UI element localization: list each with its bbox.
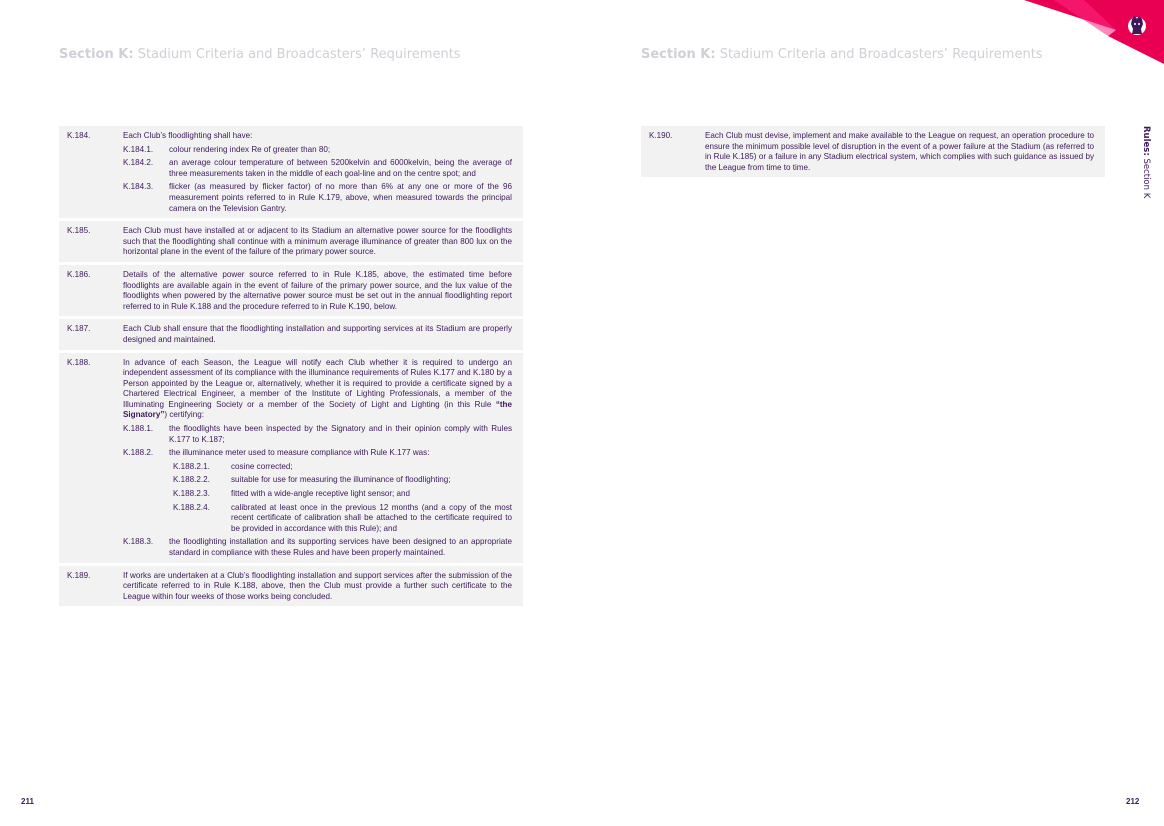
subrule-number: K.188.2. [123, 448, 154, 458]
rule-text: Each Club’s floodlighting shall have: [123, 131, 253, 140]
left-column [59, 126, 523, 609]
signatory-term: “the Signatory” [123, 399, 512, 420]
rule-k190 [641, 126, 1105, 177]
premier-league-corner-logo [1024, 0, 1164, 70]
rule-text: Each Club must have installed at or adjacent to its Stadium an alternative power source for the floodlights such that the floodlighting shall continue with a minimum average illuminance of greater than 800 lux on the horizontal plane in the event of the failure of the primary power source. [123, 226, 512, 257]
rule-number: K.188. [67, 357, 91, 367]
subrule-number: K.188.2.2. [173, 475, 210, 485]
section-title-right [641, 47, 1043, 62]
subrule-k188-2-1 [173, 462, 512, 473]
subrule-k188-3 [123, 537, 512, 558]
subrule-text: fitted with a wide-angle receptive light sensor; and [231, 489, 411, 499]
subrule-k188-1 [123, 424, 512, 445]
subrule-text: cosine corrected; [231, 461, 293, 471]
subrule-text: the illuminance meter used to measure compliance with Rule K.177 was: [169, 448, 430, 458]
subrule-number: K.184.3. [123, 182, 154, 192]
rule-number: K.190. [649, 131, 673, 140]
rule-number: K.186. [67, 269, 91, 279]
rule-text: Details of the alternative power source referred to in Rule K.185, above, the estimated time before floodlights are available again in the event of failure of the primary power source, and the lux value of the floodlights when powered by the alternative power source must be set out in the annual floodlighting report referred to in Rule K.188 and the procedure referred to in Rule K.190, below. [123, 269, 512, 311]
subrule-k184-2 [123, 158, 512, 179]
rule-text: Each Club must devise, implement and make available to the League on request, an operation procedure to ensure the minimum possible level of disruption in the event of a power failure at the Stadium (as referred to in Rule K.185) or a failure in any Stadium electrical system, which complies with such guidance as issued by the League from time to time. [705, 131, 1094, 172]
subrule-number: K.188.2.4. [173, 502, 210, 512]
rule-text-after: ) certifying: [164, 410, 204, 420]
rule-k186 [59, 265, 523, 316]
side-tab-text: Section K [1141, 158, 1151, 199]
rule-text: Each Club shall ensure that the floodlighting installation and supporting services at its Stadium are properly designed and maintained. [123, 324, 512, 344]
page-number-right: 212 [1126, 797, 1140, 806]
subrule-number: K.184.2. [123, 158, 154, 168]
rule-text [123, 358, 512, 422]
rule-k185 [59, 221, 523, 262]
subrule-text: colour rendering index Re of greater than 80; [169, 144, 331, 154]
rule-number: K.184. [67, 131, 91, 140]
side-tab-bold: Rules: [1141, 126, 1151, 156]
rule-number: K.189. [67, 570, 91, 580]
subrule-k188-2 [123, 448, 512, 459]
subrule-k184-3 [123, 182, 512, 214]
side-section-tab [1141, 126, 1151, 198]
section-prefix: Section K: [59, 47, 134, 62]
subrule-text: calibrated at least once in the previous 12 months (and a copy of the most recent certificate of calibration shall be attached to the certificate required to be provided in accordance with this Rule); and [231, 502, 512, 533]
subrule-number: K.188.2.1. [173, 461, 210, 471]
subrule-text: suitable for use for measuring the illuminance of floodlighting; [231, 475, 451, 485]
rule-k188 [59, 353, 523, 563]
rule-number: K.185. [67, 226, 91, 236]
section-title-left [59, 47, 461, 62]
subrule-k188-2-2 [173, 475, 512, 486]
section-title-text: Stadium Criteria and Broadcasters’ Requirements [137, 47, 461, 62]
section-prefix: Section K: [641, 47, 716, 62]
subrule-number: K.188.3. [123, 537, 154, 547]
rule-k187 [59, 319, 523, 349]
subrule-text: an average colour temperature of between 5200kelvin and 6000kelvin, being the average of three measurements taken in the middle of each goal-line and on the centre spot; and [169, 158, 512, 178]
right-column [641, 126, 1105, 180]
rule-k184 [59, 126, 523, 218]
rule-text-before: In advance of each Season, the League will notify each Club whether it is required to undergo an independent assessment of its compliance with the illuminance requirements of Rules K.177 and K.180 by a Person appointed by the League or, alternatively, whether it is required to provide a certificate signed by a Chartered Electrical Engineer, a member of the Institute of Lighting Professionals, a member of the Illuminating Engineering Society or a member of the Society of Light and Lighting (in this Rule [123, 357, 512, 409]
rule-k189 [59, 566, 523, 607]
subrule-number: K.188.2.3. [173, 489, 210, 499]
subrule-number: K.188.1. [123, 424, 154, 434]
subrule-k184-1 [123, 145, 512, 156]
subrule-k188-2-3 [173, 489, 512, 500]
page-number-left: 211 [21, 797, 34, 806]
rule-number: K.187. [67, 324, 91, 334]
rule-text: If works are undertaken at a Club’s floodlighting installation and support services after the submission of the certificate referred to in Rule K.188, above, then the Club must provide a further such certificate to the League within four weeks of those works being concluded. [123, 570, 512, 601]
subrule-k188-2-4 [173, 503, 512, 535]
subrule-text: flicker (as measured by flicker factor) of no more than 6% at any one or more of the 96 measurement points referred to in Rule K.179, above, when measured towards the principal camera on the Television Gantry. [169, 182, 512, 213]
subrule-text: the floodlights have been inspected by the Signatory and in their opinion comply with Rules K.177 to K.187; [169, 424, 512, 444]
subrule-number: K.184.1. [123, 144, 154, 154]
section-title-text: Stadium Criteria and Broadcasters’ Requirements [719, 47, 1043, 62]
subrule-text: the floodlighting installation and its supporting services have been designed to an appropriate standard in compliance with these Rules and have been properly maintained. [169, 537, 512, 557]
